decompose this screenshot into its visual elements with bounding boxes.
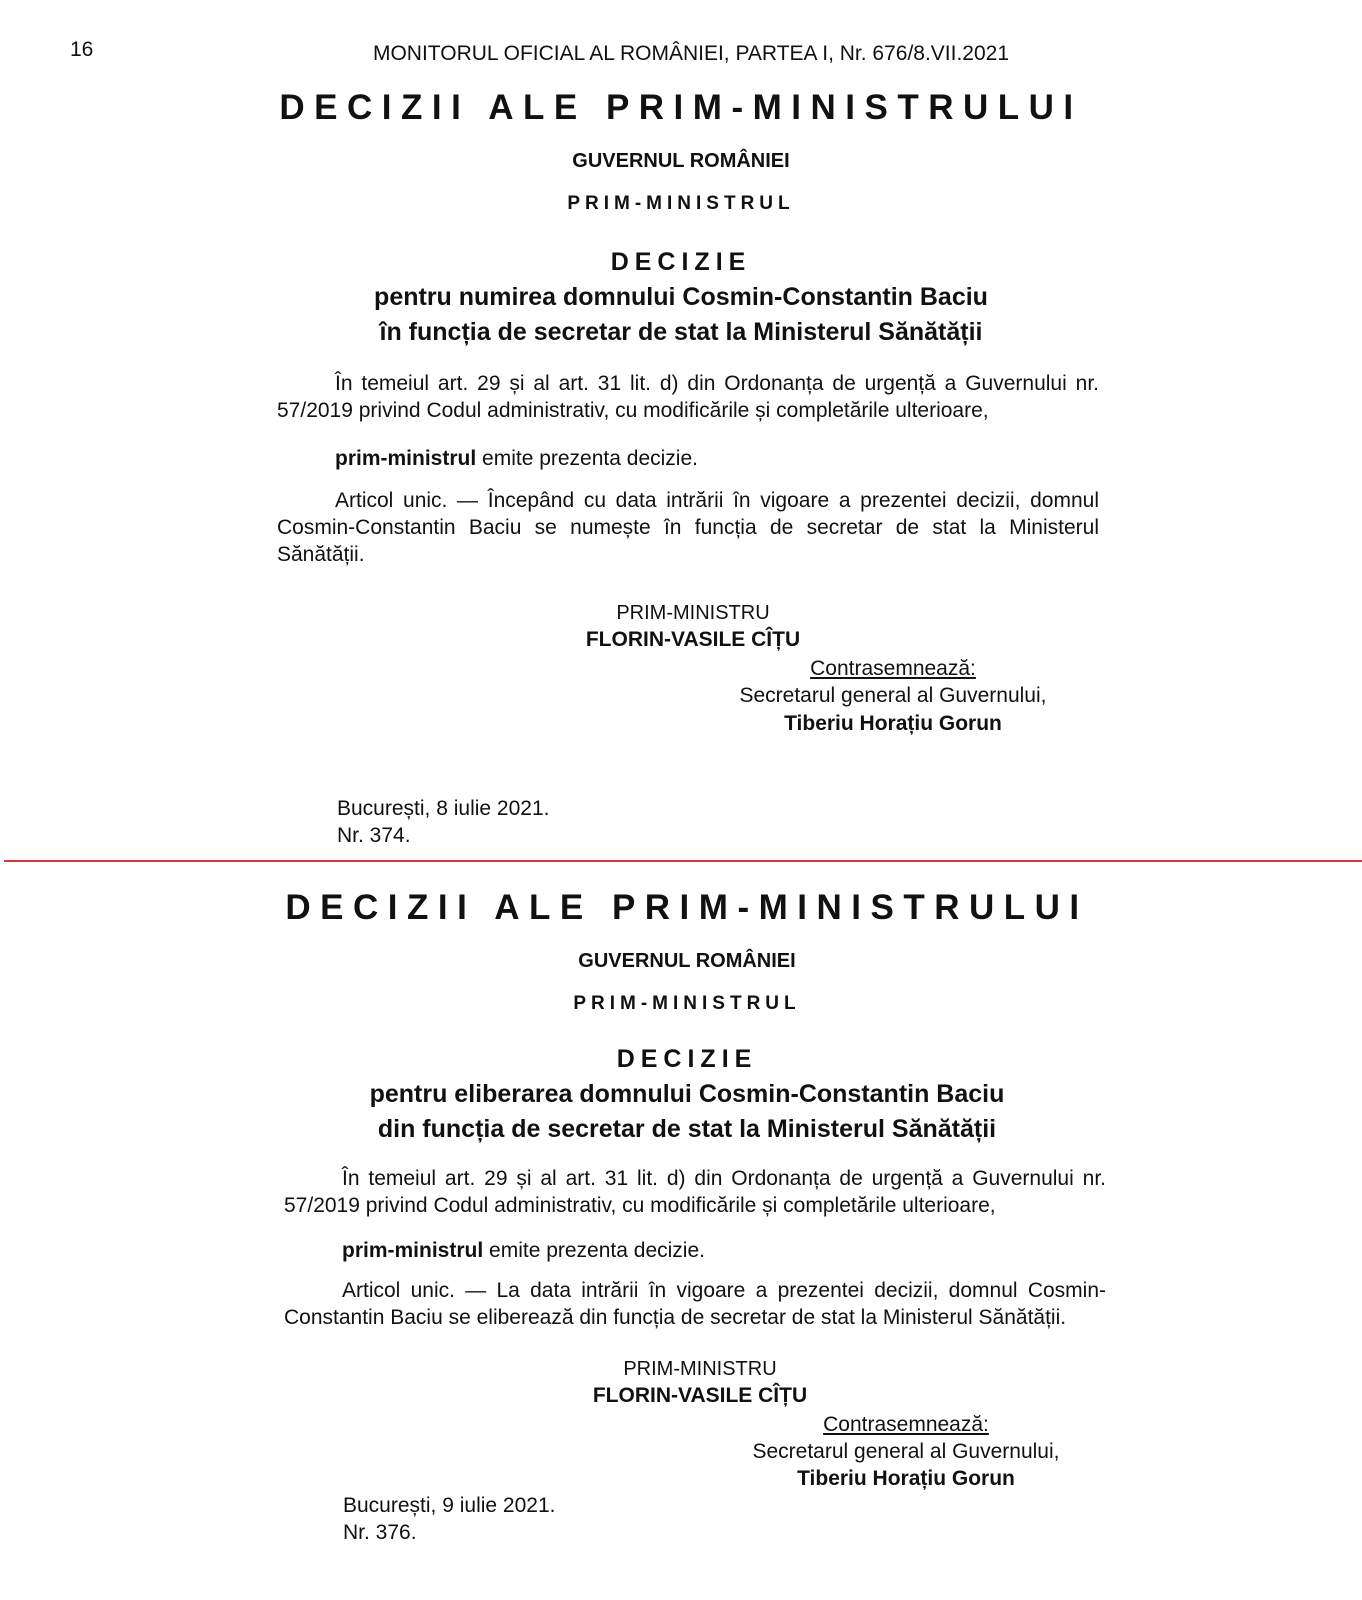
issuer: GUVERNUL ROMÂNIEI (572, 150, 790, 172)
running-header: MONITORUL OFICIAL AL ROMÂNIEI, PARTEA I, Nr. 676/8.VII.2021 (372, 42, 1010, 65)
subtitle-line-2: din funcția de secretar de stat la Ministerul Sănătății (377, 1115, 997, 1143)
signatory-title: PRIM-MINISTRU (616, 602, 770, 624)
page-number: 16 (70, 38, 94, 61)
section-title: DECIZII ALE PRIM-MINISTRULUI (279, 88, 1083, 127)
article-text: Articol unic. — La data intrării în vigoare a prezentei decizii, domnul Cosmin-Constantin Baciu se eliberează din funcția de secretar de stat la Ministerul Sănătății. (284, 1279, 1106, 1329)
document-type: DECIZIE (610, 248, 752, 276)
enacting-subject: prim-ministrul (335, 447, 477, 470)
countersign-role: Secretarul general al Guvernului, (752, 1440, 1060, 1463)
countersign-label: Contrasemnează: (823, 1413, 989, 1436)
preamble-text: În temeiul art. 29 și al art. 31 lit. d) din Ordonanța de urgență a Guvernului nr. 57/2019 privind Codul administrativ, cu modificările și completările ulterioare, (284, 1167, 1106, 1217)
signatory-name: FLORIN-VASILE CÎȚU (592, 1384, 808, 1407)
enacting-clause (277, 445, 1099, 472)
section-title: DECIZII ALE PRIM-MINISTRULUI (285, 888, 1089, 927)
enacting-text: emite prezenta decizie. (476, 447, 698, 470)
enacting-text: emite prezenta decizie. (483, 1239, 705, 1262)
document-type: DECIZIE (616, 1045, 758, 1073)
enacting-clause (284, 1237, 1106, 1264)
countersign-name: Tiberiu Horațiu Gorun (784, 712, 1002, 735)
enacting-subject: prim-ministrul (342, 1239, 484, 1262)
decision-subtitle (0, 1077, 1362, 1147)
article-unic (277, 487, 1099, 568)
section-divider (4, 860, 1362, 862)
issuer: GUVERNUL ROMÂNIEI (578, 950, 796, 972)
subtitle-line-1: pentru numirea domnului Cosmin-Constantin Baciu (374, 283, 988, 311)
decision-number: Nr. 374. (337, 824, 411, 847)
preamble-text: În temeiul art. 29 și al art. 31 lit. d) din Ordonanța de urgență a Guvernului nr. 57/2019 privind Codul administrativ, cu modificările și completările ulterioare, (277, 372, 1099, 422)
subtitle-line-1: pentru eliberarea domnului Cosmin-Constantin Baciu (369, 1080, 1005, 1108)
subtitle-line-2: în funcția de secretar de stat la Ministerul Sănătății (379, 318, 983, 346)
countersign-role: Secretarul general al Guvernului, (739, 684, 1047, 707)
signatory-title: PRIM-MINISTRU (623, 1358, 777, 1380)
article-text: Articol unic. — Începând cu data intrării în vigoare a prezentei decizii, domnul Cosmin-Constantin Baciu se numește în funcția de secretar de stat la Ministerul Sănătății. (277, 489, 1099, 566)
preamble (284, 1165, 1106, 1219)
countersign-label: Contrasemnează: (810, 657, 976, 680)
issuer-role: PRIM-MINISTRUL (573, 993, 801, 1014)
place-date: București, 9 iulie 2021. (343, 1494, 556, 1517)
issuer-role: PRIM-MINISTRUL (567, 193, 795, 214)
place-date: București, 8 iulie 2021. (337, 797, 550, 820)
signatory-name: FLORIN-VASILE CÎȚU (585, 628, 801, 651)
decision-number: Nr. 376. (343, 1521, 417, 1544)
preamble (277, 370, 1099, 424)
countersign-name: Tiberiu Horațiu Gorun (797, 1467, 1015, 1490)
article-unic (284, 1277, 1106, 1331)
decision-subtitle (0, 280, 1362, 350)
